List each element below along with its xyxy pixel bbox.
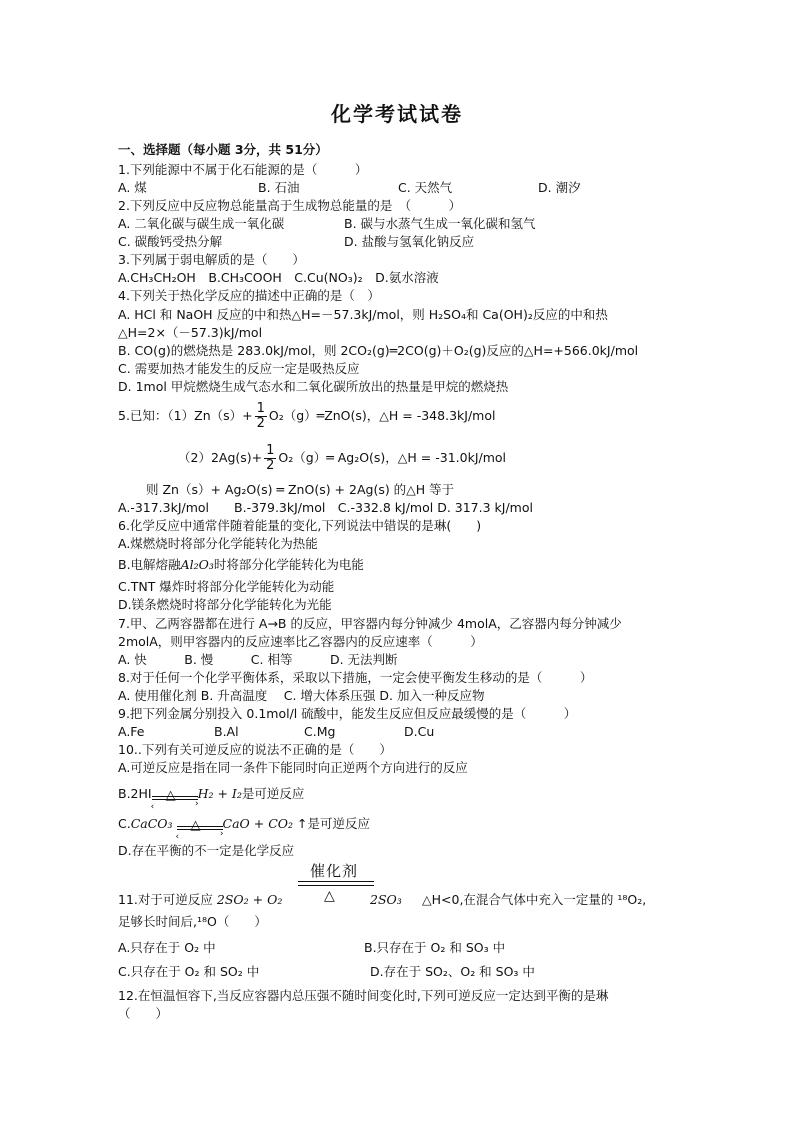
option-b-prefix: B.2HI xyxy=(118,786,152,801)
eq1-prefix: 5.已知：（1）Zn（s）+ xyxy=(118,408,253,423)
option-a: A.只存在于 O₂ 中 xyxy=(118,940,216,955)
formula-reactants: 2SO₂ + O₂ xyxy=(216,892,283,907)
option-b: B. CO(g)的燃烧热是 283.0kJ/mol，则 2CO₂(g)═2CO(g)＋O₂(g)反应的△H=+566.0kJ/mol xyxy=(118,343,639,358)
heat-symbol: △ xyxy=(165,787,176,803)
option-d: D.Cu xyxy=(404,724,435,739)
question-12-line2: （ ） xyxy=(118,1006,169,1021)
question-3-options: A.CH₃CH₂OH B.CH₃COOH C.Cu(NO₃)₂ D.氨水溶液 xyxy=(118,270,439,285)
option-c: C. 天然气 xyxy=(398,180,453,195)
option-b: B. 碳与水蒸气生成一氧化碳和氢气 xyxy=(344,216,536,231)
question-2-options-ab xyxy=(118,216,536,232)
question-3: 3.下列属于弱电解质的是（ ） xyxy=(118,252,305,267)
question-5-options: A.-317.3kJ/mol B.-379.3kJ/mol C.-332.8 kJ/mol D. 317.3 kJ/mol xyxy=(118,500,533,515)
question-1-options xyxy=(118,180,581,196)
question-11-line2: 足够长时间后,¹⁸O（ ） xyxy=(118,914,267,929)
option-b-suffix: 是可逆反应 xyxy=(241,786,305,801)
question-5-eq2 xyxy=(178,444,506,473)
eq2-prefix: （2）2Ag(s)+ xyxy=(178,450,263,465)
option-c: C. 碳酸钙受热分解 xyxy=(118,234,223,249)
catalyst-arrow xyxy=(298,860,374,904)
question-9-options xyxy=(118,724,435,740)
formula-caco3: CaCO₃ xyxy=(130,816,173,831)
question-2-options-cd xyxy=(118,234,475,250)
fraction-half xyxy=(264,444,276,473)
question-7-options: A. 快 B. 慢 C. 相等 D. 无法判断 xyxy=(118,652,398,667)
option-d: D.存在平衡的不一定是化学反应 xyxy=(118,843,295,858)
heat-symbol: △ xyxy=(190,817,201,833)
option-b: B.只存在于 O₂ 和 SO₃ 中 xyxy=(364,940,506,955)
fraction-half xyxy=(255,402,267,431)
fraction-numerator: 1 xyxy=(266,443,275,458)
eq2-suffix: O₂（g）═ Ag₂O(s)，△H = -31.0kJ/mol xyxy=(278,450,507,465)
option-b: B.Al xyxy=(214,724,239,739)
option-c: C.TNT 爆炸时将部分化学能转化为动能 xyxy=(118,579,335,594)
catalyst-label: 催化剂 xyxy=(310,862,359,880)
option-b xyxy=(118,782,305,812)
question-7-line2: 2molA，则甲容器内的反应速率比乙容器内的反应速率（ ） xyxy=(118,634,483,649)
option-b: B. 石油 xyxy=(258,180,300,195)
option-a-line2: △H=2×（－57.3)kJ/mol xyxy=(118,325,263,340)
option-d: D.镁条燃烧时将部分化学能转化为光能 xyxy=(118,597,332,612)
page-title: 化学考试试卷 xyxy=(331,102,463,126)
option-b xyxy=(118,557,364,573)
question-2: 2.下列反应中反应物总能量高于生成物总能量的是 （ ） xyxy=(118,198,462,213)
question-4: 4.下列关于热化学反应的描述中正确的是（ ） xyxy=(118,288,380,303)
option-d: D.存在于 SO₂、O₂ 和 SO₃ 中 xyxy=(370,964,535,979)
option-c xyxy=(118,812,371,842)
question-9: 9.把下列金属分别投入 0.1mol/l 硫酸中，能发生反应但反应最缓慢的是（ ） xyxy=(118,706,577,721)
option-a-line1: A. HCl 和 NaOH 反应的中和热△H=－57.3kJ/mol，则 H₂SO₄和 Ca(OH)₂反应的中和热 xyxy=(118,307,608,322)
eq1-suffix: O₂（g）═ZnO(s)，△H = -348.3kJ/mol xyxy=(268,408,496,423)
formula-product: 2SO₃ xyxy=(370,892,402,907)
option-d: D. 盐酸与氢氧化钠反应 xyxy=(344,234,475,249)
option-d: D. 潮汐 xyxy=(538,180,581,195)
option-a: A.可逆反应是指在同一条件下能同时向正逆两个方向进行的反应 xyxy=(118,760,468,775)
question-5-eq1 xyxy=(118,402,495,431)
question-1: 1.下列能源中不属于化石能源的是（ ） xyxy=(118,162,368,177)
question-7-line1: 7.甲、乙两容器都在进行 A→B 的反应，甲容器内每分钟减少 4molA，乙容器内每分钟减少 xyxy=(118,616,622,631)
formula-h2-i2: H₂ + I₂ xyxy=(197,786,242,801)
fraction-denominator: 2 xyxy=(266,458,275,473)
question-8-options: A. 使用催化剂 B. 升高温度 C. 增大体系压强 D. 加入一种反应物 xyxy=(118,688,485,703)
q11-prefix: 11.对于可逆反应 xyxy=(118,892,213,907)
option-b-suffix: 时将部分化学能转化为电能 xyxy=(213,557,364,572)
question-11-options-cd xyxy=(118,964,535,980)
option-c: C.只存在于 O₂ 和 SO₂ 中 xyxy=(118,964,260,979)
question-11 xyxy=(118,892,647,908)
fraction-denominator: 2 xyxy=(256,416,265,431)
option-c-prefix: C. xyxy=(118,816,131,831)
question-10: 10..下列有关可逆反应的说法不正确的是（ ） xyxy=(118,742,392,757)
reversible-arrow: △ › ‹ xyxy=(152,784,198,806)
q11-suffix: △H<0,在混合气体中充入一定量的 ¹⁸O₂, xyxy=(422,892,647,907)
option-a: A.煤燃烧时将部分化学能转化为热能 xyxy=(118,536,318,551)
question-8: 8.对于任何一个化学平衡体系，采取以下措施，一定会使平衡发生移动的是（ ） xyxy=(118,670,593,685)
reversible-arrow: △ › ‹ xyxy=(177,814,223,836)
option-a: A.Fe xyxy=(118,724,145,739)
question-11-options-ab xyxy=(118,940,506,956)
option-a: A. 煤 xyxy=(118,180,147,195)
option-c: C. 需要加热才能发生的反应一定是吸热反应 xyxy=(118,361,360,376)
question-5-eq3: 则 Zn（s）+ Ag₂O(s) ═ ZnO(s) + 2Ag(s) 的△H 等于 xyxy=(146,482,455,497)
heat-symbol: △ xyxy=(324,888,335,904)
question-6: 6.化学反应中通常伴随着能量的变化,下列说法中错误的是琳( ) xyxy=(118,518,482,533)
option-d: D. 1mol 甲烷燃烧生成气态水和二氧化碳所放出的热量是甲烷的燃烧热 xyxy=(118,379,509,394)
option-c: C.Mg xyxy=(304,724,336,739)
option-b-prefix: B.电解熔融 xyxy=(118,557,181,572)
fraction-numerator: 1 xyxy=(256,401,265,416)
section-heading: 一、选择题（每小题 3分，共 51分） xyxy=(118,142,328,157)
formula-cao-co2: CaO + CO₂ xyxy=(222,816,294,831)
alumina-formula: Al₂O₃ xyxy=(180,557,214,572)
option-c-suffix: ↑是可逆反应 xyxy=(297,816,371,831)
question-12-line1: 12.在恒温恒容下,当反应容器内总压强不随时间变化时,下列可逆反应一定达到平衡的是琳 xyxy=(118,988,609,1003)
option-a: A. 二氧化碳与碳生成一氧化碳 xyxy=(118,216,285,231)
